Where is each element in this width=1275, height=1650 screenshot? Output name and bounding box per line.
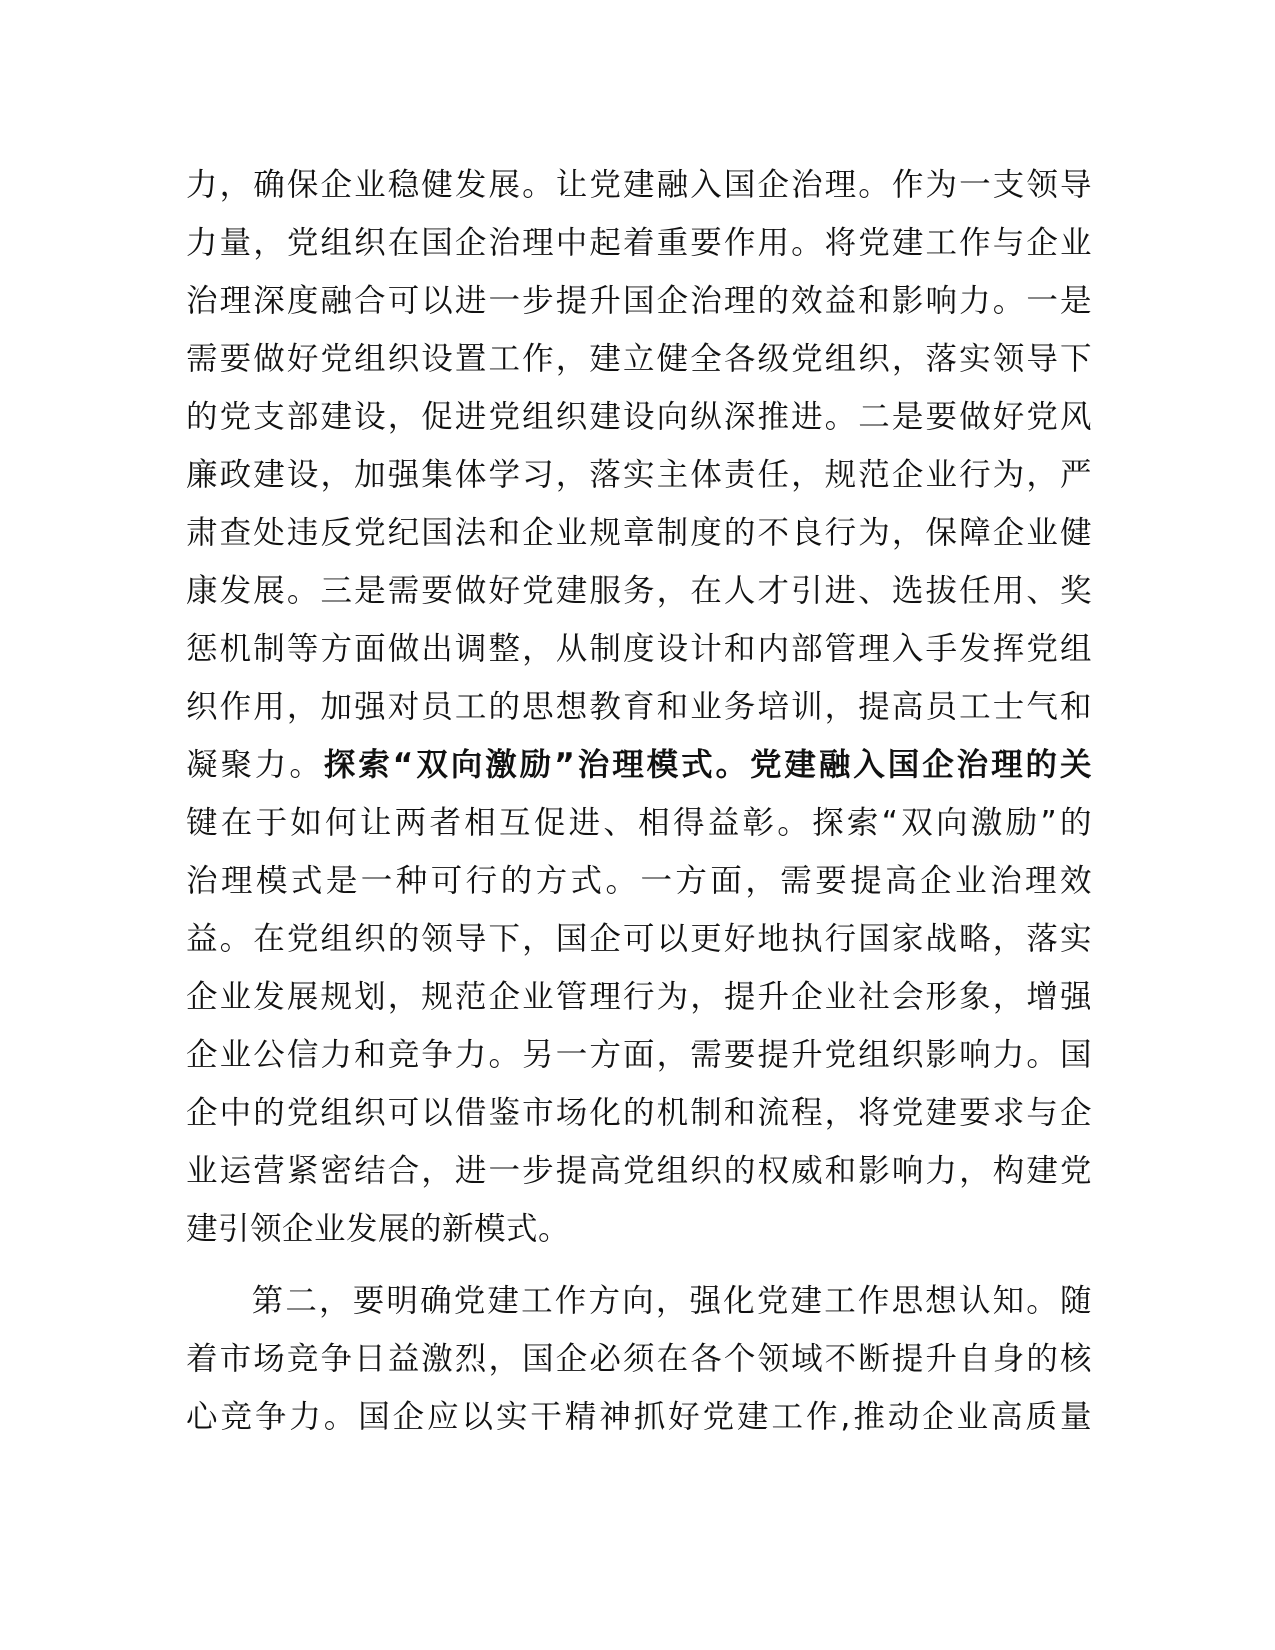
paragraph-line: 着市场竞争日益激烈，国企必须在各个领域不断提升自身的核: [186, 1341, 1092, 1377]
paragraph-line: 力量，党组织在国企治理中起着重要作用。将党建工作与企业: [186, 225, 1092, 261]
plain-text: 凝聚力。: [186, 747, 324, 783]
paragraph-line: 惩机制等方面做出调整，从制度设计和内部管理入手发挥党组: [186, 631, 1092, 667]
paragraph-1: [186, 156, 1092, 1258]
paragraph-line: 业运营紧密结合，进一步提高党组织的权威和影响力，构建党: [186, 1153, 1092, 1189]
bold-heading-text: 探索“双向激励”治理模式。党建融入国企治理的关: [323, 747, 1092, 783]
paragraph-line: 建引领企业发展的新模式。: [186, 1211, 571, 1247]
paragraph-line: 企中的党组织可以借鉴市场化的机制和流程，将党建要求与企: [186, 1095, 1092, 1131]
paragraph-line-mixed: [186, 736, 1092, 794]
paragraph-line: 需要做好党组织设置工作，建立健全各级党组织，落实领导下: [186, 341, 1092, 377]
paragraph-line: 治理深度融合可以进一步提升国企治理的效益和影响力。一是: [186, 283, 1092, 319]
paragraph-line: 企业公信力和竞争力。另一方面，需要提升党组织影响力。国: [186, 1037, 1092, 1073]
paragraph-2: [186, 1272, 1092, 1446]
paragraph-line: 力，确保企业稳健发展。让党建融入国企治理。作为一支领导: [186, 167, 1092, 203]
paragraph-line: 键在于如何让两者相互促进、相得益彰。探索“双向激励”的: [186, 805, 1092, 841]
paragraph-line-indented: [186, 1272, 1092, 1330]
paragraph-line: 企业发展规划，规范企业管理行为，提升企业社会形象，增强: [186, 979, 1092, 1015]
paragraph-line: 廉政建设，加强集体学习，落实主体责任，规范企业行为，严: [186, 457, 1092, 493]
paragraph-line: 康发展。三是需要做好党建服务，在人才引进、选拔任用、奖: [186, 573, 1092, 609]
paragraph-line: 织作用，加强对员工的思想教育和业务培训，提高员工士气和: [186, 689, 1092, 725]
paragraph-line: 肃查处违反党纪国法和企业规章制度的不良行为，保障企业健: [186, 515, 1092, 551]
paragraph-line: 治理模式是一种可行的方式。一方面，需要提高企业治理效: [186, 863, 1092, 899]
paragraph-line: 心竞争力。国企应以实干精神抓好党建工作,推动企业高质量: [186, 1399, 1092, 1435]
paragraph-line: 的党支部建设，促进党组织建设向纵深推进。二是要做好党风: [186, 399, 1092, 435]
indented-text: 第二，要明确党建工作方向，强化党建工作思想认知。随: [250, 1283, 1092, 1319]
paragraph-line: 益。在党组织的领导下，国企可以更好地执行国家战略，落实: [186, 921, 1092, 957]
